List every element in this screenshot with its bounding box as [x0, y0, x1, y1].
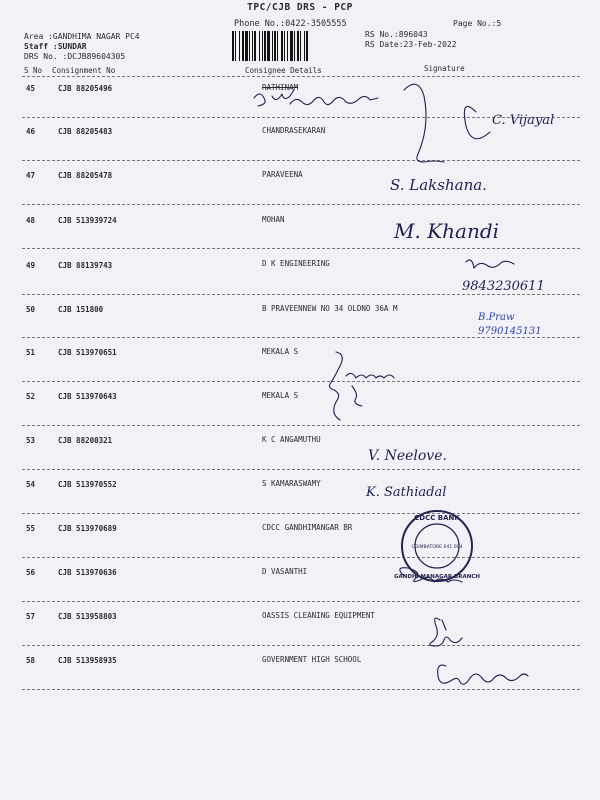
signature-45: [254, 84, 444, 162]
row-sno: 49: [26, 261, 36, 270]
row-divider: [22, 381, 580, 382]
row-sno: 48: [26, 216, 36, 225]
row-consignment: CJB 88205483: [58, 127, 113, 136]
row-divider: [22, 117, 580, 118]
row-consignee: PARAVEENA: [262, 170, 303, 179]
row-sno: 46: [26, 127, 36, 136]
stamp-top-text: CDCC BANK: [414, 514, 460, 522]
signature-49: [462, 260, 545, 294]
row-sno: 50: [26, 305, 36, 314]
row-divider: [22, 337, 580, 338]
header-divider: [22, 76, 580, 77]
row-consignee: CDCC GANDHIMANGAR BR: [262, 523, 353, 532]
col-consignment: Consignment No: [52, 66, 116, 75]
signature-46: [464, 106, 554, 138]
row-consignment: CJB 88205496: [58, 84, 113, 93]
row-consignee: MOHAN: [262, 215, 285, 224]
page-number: Page No.:5: [453, 19, 502, 28]
row-divider: [22, 645, 580, 646]
signature-47: S. Lakshana.: [390, 176, 487, 194]
signature-50: [477, 312, 542, 337]
row-sno: 55: [26, 524, 36, 533]
rs-number: RS No.:896043: [365, 30, 428, 39]
bank-stamp: [394, 511, 480, 581]
col-consignee: Consignee Details: [245, 66, 322, 75]
row-divider: [22, 425, 580, 426]
area-field: Area :GANDHIMA NAGAR PC4: [24, 32, 140, 41]
row-sno: 45: [26, 84, 36, 93]
signature-54: K. Sathiadal: [366, 485, 447, 500]
row-consignee: MEKALA S: [262, 347, 299, 356]
row-divider: [22, 294, 580, 295]
row-sno: 56: [26, 568, 36, 577]
barcode-bar: [306, 31, 308, 61]
row-consignment: CJB 513970636: [58, 568, 117, 577]
row-consignee: GOVERNMENT HIGH SCHOOL: [262, 655, 362, 664]
row-divider: [22, 513, 580, 514]
signature-48: M. Khandi: [394, 219, 500, 243]
row-consignee: OASSIS CLEANING EQUIPMENT: [262, 611, 375, 620]
row-consignment: CJB 513970651: [58, 348, 117, 357]
signature-58: [438, 665, 528, 684]
row-sno: 54: [26, 480, 36, 489]
signature-56: [400, 568, 462, 582]
row-sno: 53: [26, 436, 36, 445]
row-consignment: CJB 513958935: [58, 656, 117, 665]
row-divider: [22, 601, 580, 602]
drs-number: DRS No. :DCJB89604305: [24, 52, 126, 61]
col-signature: Signature: [424, 64, 465, 73]
row-sno: 58: [26, 656, 36, 665]
phone-number: Phone No.:0422-3505555: [234, 19, 347, 29]
row-consignee: RATHINAM: [262, 83, 299, 92]
row-divider: [22, 204, 580, 205]
row-consignment: CJB 513970643: [58, 392, 117, 401]
row-divider: [22, 160, 580, 161]
signature-53: V. Neelove.: [368, 448, 447, 464]
row-sno: 51: [26, 348, 36, 357]
signature-50-name: B.Praw: [478, 312, 515, 323]
row-sno: 57: [26, 612, 36, 621]
signature-50-phone: 9790145131: [478, 326, 542, 337]
row-divider: [22, 469, 580, 470]
row-consignee: K C ANGAMUTHU: [262, 435, 321, 444]
row-consignee: D K ENGINEERING: [262, 259, 330, 268]
barcode: [232, 31, 358, 61]
row-divider: [22, 689, 580, 690]
row-divider: [22, 248, 580, 249]
signature-46-text: C. Vijayal: [492, 113, 555, 128]
staff-field: Staff :SUNDAR: [24, 42, 87, 51]
row-consignment: CJB 88205478: [58, 171, 113, 180]
row-consignment: CJB 513970689: [58, 524, 117, 533]
row-consignment: CJB 88200321: [58, 436, 113, 445]
row-consignment: CJB 513970552: [58, 480, 117, 489]
row-consignee: S KAMARASWAMY: [262, 479, 321, 488]
row-consignment: CJB 151800: [58, 305, 104, 314]
signature-57: [430, 618, 462, 646]
row-consignee: MEKALA S: [262, 391, 299, 400]
document-title: TPC/CJB DRS - PCP: [247, 2, 353, 13]
row-consignee: B PRAVEENNEW NO 34 OLDNO 36A M: [262, 304, 398, 313]
stamp-center-text: COIMBATORE 641 004: [411, 545, 463, 550]
rs-date: RS Date:23-Feb-2022: [365, 40, 457, 49]
col-sno: S No: [24, 66, 43, 75]
row-consignment: CJB 88139743: [58, 261, 113, 270]
row-sno: 52: [26, 392, 36, 401]
row-consignment: CJB 513958803: [58, 612, 117, 621]
signature-51-52: [330, 352, 395, 420]
row-consignment: CJB 513939724: [58, 216, 117, 225]
row-consignee: CHANDRASEKARAN: [262, 126, 326, 135]
row-divider: [22, 557, 580, 558]
signature-49-phone: 9843230611: [462, 279, 545, 294]
row-consignee: D VASANTHI: [262, 567, 308, 576]
row-sno: 47: [26, 171, 36, 180]
stamp-bottom-text: GANDHI MANAGAR BRANCH: [394, 574, 480, 580]
